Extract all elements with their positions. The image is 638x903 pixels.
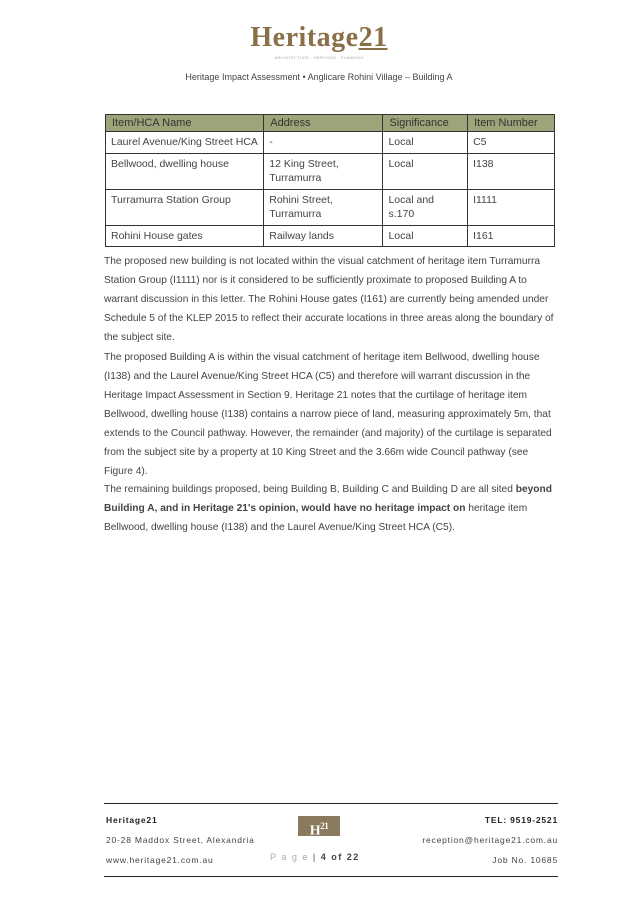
table-row bbox=[106, 189, 555, 225]
heritage-items-table bbox=[105, 114, 555, 247]
address-cell: Rohini Street, Turramurra bbox=[264, 189, 383, 225]
column-header: Item Number bbox=[468, 115, 555, 132]
footer-email: reception@heritage21.com.au bbox=[422, 835, 558, 845]
footer-job-number: Job No. 10685 bbox=[492, 855, 558, 865]
footer-website: www.heritage21.com.au bbox=[106, 855, 214, 865]
footer-logo-number: 21 bbox=[320, 821, 329, 831]
paragraph-remaining-buildings bbox=[104, 480, 556, 537]
document-header: Heritage Impact Assessment • Anglicare Rohini Village – Building A bbox=[185, 72, 453, 82]
page-number bbox=[270, 852, 360, 862]
page-label: P a g e bbox=[270, 852, 309, 862]
table-row bbox=[106, 153, 555, 189]
significance-cell: Local bbox=[383, 153, 468, 189]
company-logo bbox=[0, 22, 638, 60]
logo-tagline: ARCHITECTURE · HERITAGE · PLANNING bbox=[274, 55, 364, 60]
logo-number: 21 bbox=[358, 22, 388, 53]
footer-address: 20-28 Maddox Street, Alexandria bbox=[106, 835, 255, 845]
paragraph-text: heritage item Bellwood, dwelling house (I138) and the Laurel Avenue/King Street HCA (C5). bbox=[104, 503, 528, 533]
footer-company: Heritage21 bbox=[106, 815, 158, 825]
paragraph-bold-text: beyond Building A, and in Heritage 21's opinion, would have no heritage impact on bbox=[104, 484, 552, 514]
paragraph-building-a: The proposed Building A is within the visual catchment of heritage item Bellwood, dwelling house (I138) and the Laurel Avenue/King Street HCA (C5) and therefore will warrant discussion in the Heritage Impact Assessment in Section 9. Heritage 21 notes that the curtilage of heritage item Bellwood, dwelling house (I138) contains a narrow piece of land, measuring approximately 5m, that extends to the Council pathway. However, the remainder (and majority) of the curtilage is separated from the subject site by a property at 10 King Street and the 3.66m wide Council pathway (see Figure 4). bbox=[104, 352, 552, 477]
table-row bbox=[106, 225, 555, 247]
significance-cell: Local bbox=[383, 225, 468, 247]
address-cell: - bbox=[264, 132, 383, 154]
address-cell: 12 King Street, Turramurra bbox=[264, 153, 383, 189]
column-header: Address bbox=[264, 115, 383, 132]
total-pages: 22 bbox=[346, 852, 360, 862]
column-header: Item/HCA Name bbox=[106, 115, 264, 132]
item-number-cell: I161 bbox=[468, 225, 555, 247]
footer-bottom-rule bbox=[104, 876, 558, 877]
item-name-cell: Turramurra Station Group bbox=[106, 189, 264, 225]
page-separator: | bbox=[312, 852, 317, 862]
paragraph-text: The remaining buildings proposed, being Building B, Building C and Building D are all sited bbox=[104, 484, 516, 495]
current-page: 4 bbox=[320, 852, 328, 862]
footer-logo-letter: H bbox=[309, 823, 321, 839]
paragraph-station-group: The proposed new building is not located within the visual catchment of heritage item Turramurra Station Group (I1111) nor is it considered to be sufficiently proximate to proposed Building A to warrant discussion in this letter. The Rohini House gates (I161) are currently being amended under Schedule 5 of the KLEP 2015 to reflect their accurate locations in three areas along the boundary of the subject site. bbox=[104, 256, 554, 343]
footer-phone: TEL: 9519-2521 bbox=[484, 815, 558, 825]
address-cell: Railway lands bbox=[264, 225, 383, 247]
page-of: of bbox=[331, 852, 343, 862]
item-number-cell: C5 bbox=[468, 132, 555, 154]
footer-logo bbox=[298, 816, 340, 839]
item-name-cell: Laurel Avenue/King Street HCA bbox=[106, 132, 264, 154]
column-header: Significance bbox=[383, 115, 468, 132]
table-header-row bbox=[106, 115, 555, 132]
item-name-cell: Rohini House gates bbox=[106, 225, 264, 247]
table-row bbox=[106, 132, 555, 154]
footer-top-rule bbox=[104, 803, 558, 804]
significance-cell: Local bbox=[383, 132, 468, 154]
significance-cell: Local and s.170 bbox=[383, 189, 468, 225]
logo-brand: Heritage bbox=[250, 22, 359, 53]
item-name-cell: Bellwood, dwelling house bbox=[106, 153, 264, 189]
item-number-cell: I1111 bbox=[468, 189, 555, 225]
item-number-cell: I138 bbox=[468, 153, 555, 189]
